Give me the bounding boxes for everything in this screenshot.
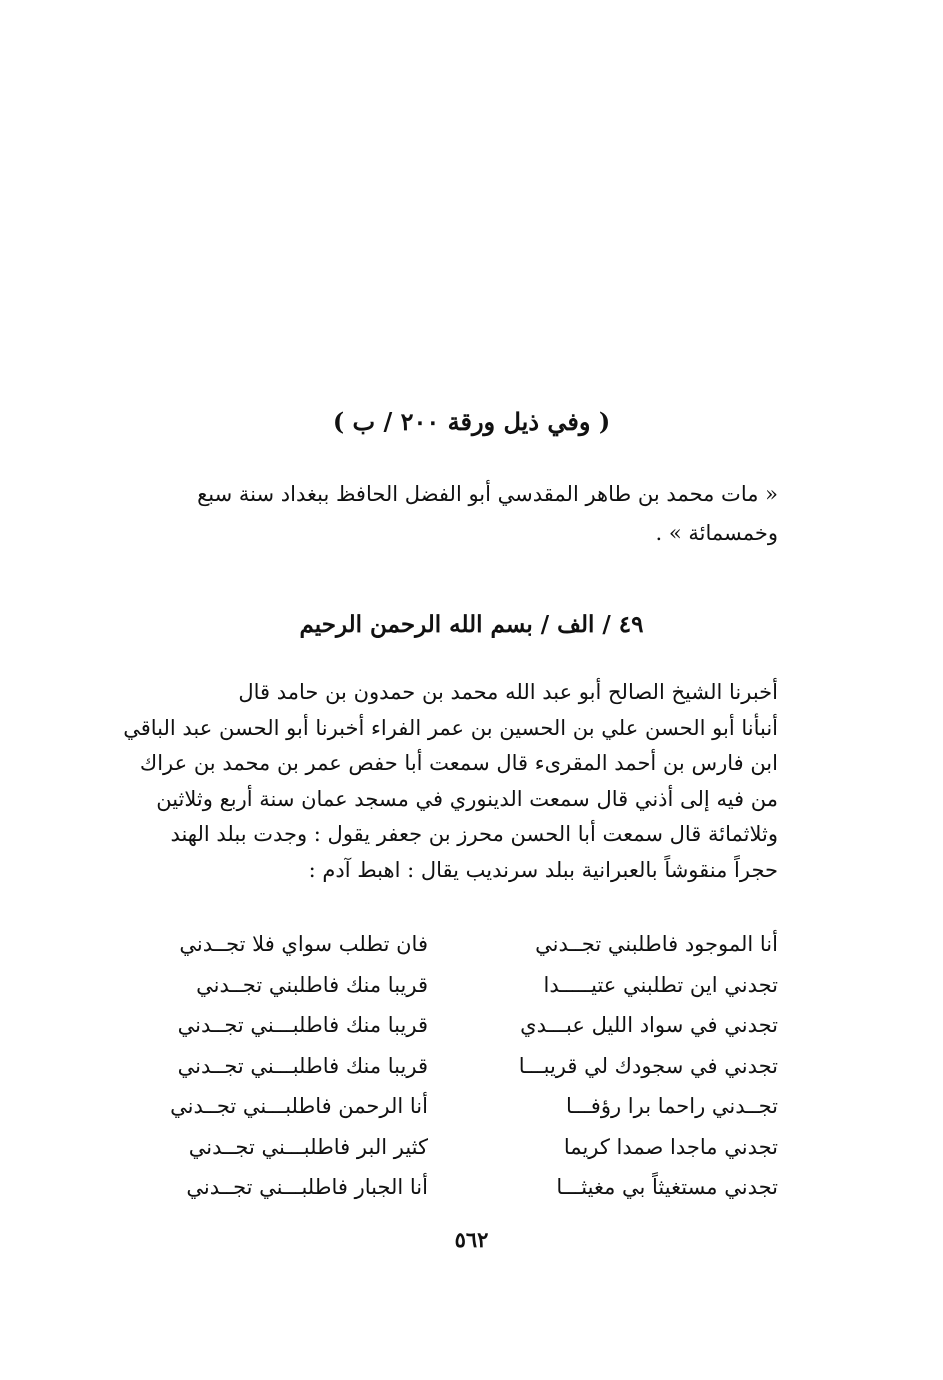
poem-verse bbox=[128, 1046, 778, 1087]
section-heading: ٤٩ / الف / بسم الله الرحمن الرحيم bbox=[299, 611, 644, 638]
verse-second-hemistich: أنا الرحمن فاطلبـــني تجــدني bbox=[170, 1094, 428, 1118]
note-line: وخمسمائة » . bbox=[655, 521, 778, 545]
poem-verse bbox=[128, 1127, 778, 1168]
body-line: حجراً منقوشاً بالعبرانية ببلد سرنديب يقال : اهبط آدم : bbox=[308, 857, 778, 882]
verse-first-hemistich: تجدني في سواد الليل عبـــدي bbox=[520, 1013, 778, 1037]
poem-verse bbox=[128, 1005, 778, 1046]
poem-verse bbox=[128, 924, 778, 965]
verse-second-hemistich: قريبا منك فاطلبني تجــدني bbox=[196, 972, 428, 997]
marginal-note bbox=[128, 475, 778, 553]
verse-first-hemistich: أنا الموجود فاطلبني تجــدني bbox=[535, 932, 778, 956]
body-line: أنبأنا أبو الحسن علي بن الحسين بن عمر الفراء أخبرنا أبو الحسن عبد الباقي bbox=[123, 715, 778, 740]
verse-second-hemistich: كثير البر فاطلبـــني تجــدني bbox=[188, 1134, 428, 1159]
poem-verse bbox=[128, 1167, 778, 1208]
page-number: ٥٦٢ bbox=[454, 1227, 489, 1252]
poem-verse bbox=[128, 965, 778, 1006]
verse-second-hemistich: قريبا منك فاطلبـــني تجــدني bbox=[177, 1053, 428, 1078]
poem-verse bbox=[128, 1086, 778, 1127]
poem bbox=[128, 924, 778, 1208]
body-line: أخبرنا الشيخ الصالح أبو عبد الله محمد بن حمدون بن حامد قال bbox=[238, 680, 778, 704]
body-line: ابن فارس بن أحمد المقرىء قال سمعت أبا حفص عمر بن محمد بن عراك bbox=[139, 751, 778, 775]
note-line: « مات محمد بن طاهر المقدسي أبو الفضل الحافظ ببغداد سنة سبع bbox=[197, 482, 778, 506]
body-paragraph bbox=[123, 675, 778, 888]
verse-first-hemistich: تجدني اين تطلبني عتيـــــدا bbox=[543, 972, 778, 997]
marginal-note-heading: ( وفي ذيل ورقة ٢٠٠ / ب ) bbox=[332, 407, 611, 436]
verse-first-hemistich: تجدني مستغيثاً بي مغيثـــا bbox=[556, 1175, 778, 1199]
verse-second-hemistich: أنا الجبار فاطلبـــني تجــدني bbox=[186, 1175, 428, 1199]
verse-first-hemistich: تجــدني راحما برا رؤفـــا bbox=[565, 1094, 778, 1118]
body-line: من فيه إلى أذني قال سمعت الدينوري في مسجد عمان سنة أربع وثلاثين bbox=[156, 786, 778, 811]
verse-second-hemistich: فان تطلب سواي فلا تجــدني bbox=[179, 932, 428, 956]
verse-first-hemistich: تجدني في سجودك لي قريبـــا bbox=[518, 1053, 778, 1078]
verse-first-hemistich: تجدني ماجدا صمدا كريما bbox=[563, 1134, 778, 1159]
body-line: وثلاثمائة قال سمعت أبا الحسن محرز بن جعفر يقول : وجدت ببلد الهند bbox=[170, 822, 778, 846]
verse-second-hemistich: قريبا منك فاطلبـــني تجــدني bbox=[177, 1013, 428, 1037]
